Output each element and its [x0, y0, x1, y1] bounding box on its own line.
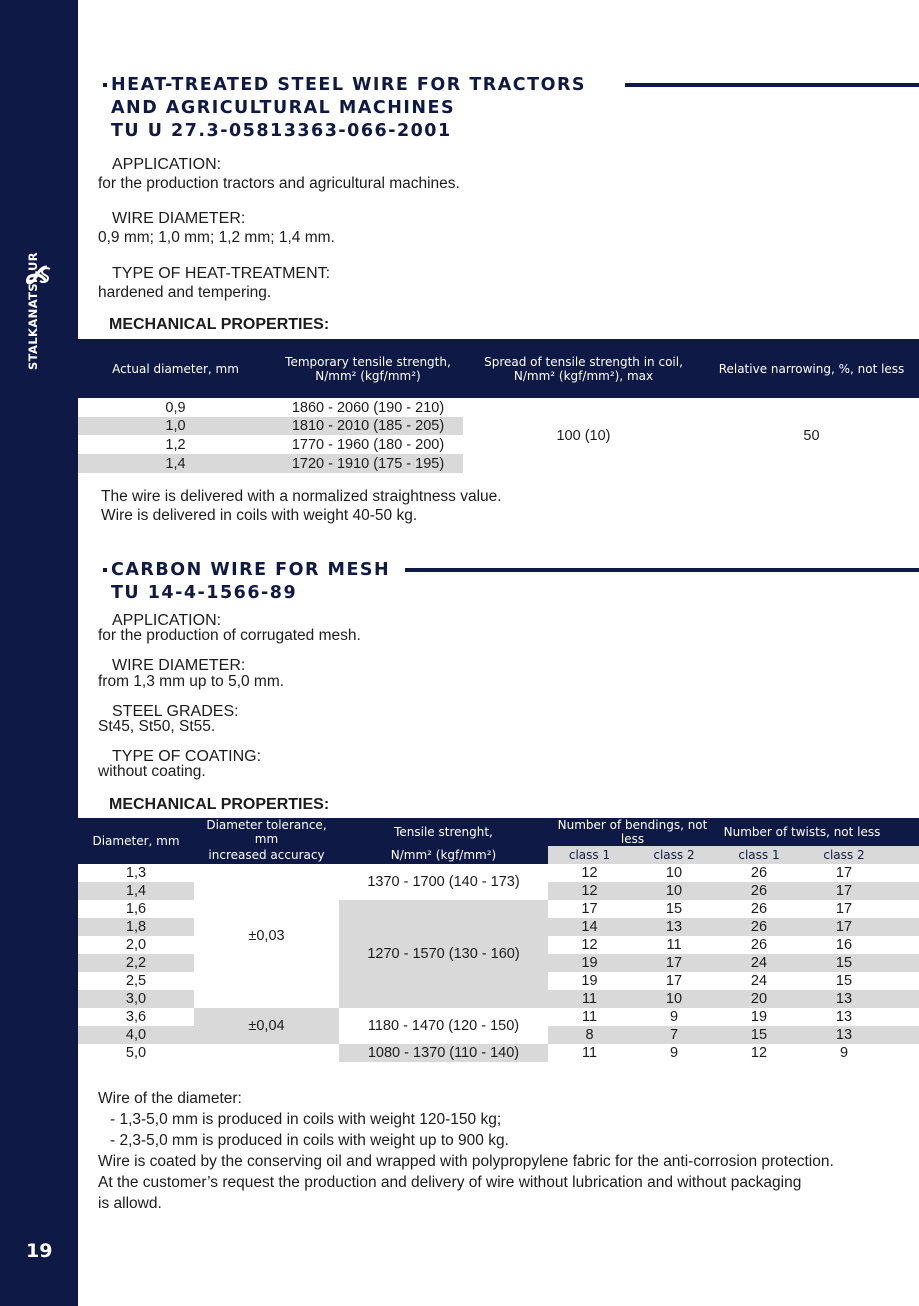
coating-text: without coating. — [98, 763, 206, 780]
cell-bend2: 15 — [665, 901, 683, 917]
cell-strength: 1720 - 1910 (175 - 195) — [273, 454, 463, 473]
row-filler — [887, 1026, 919, 1044]
cell-tensile: 1270 - 1570 (130 - 160) — [339, 900, 548, 1008]
cell-diameter: 0,9 — [165, 399, 186, 416]
table-row — [78, 398, 919, 417]
col-tensile-strength: Temporary tensile strength, N/mm² (kgf/mm²) — [273, 339, 463, 398]
note-straightness: The wire is delivered with a normalized straightness value. — [101, 488, 502, 505]
note-line: is allowd. — [98, 1195, 162, 1212]
cell-tolerance: ±0,04 — [194, 1008, 339, 1044]
cell-twist1: 20 — [717, 990, 801, 1008]
coating-label: TYPE OF COATING: — [112, 748, 262, 765]
cell-bend1: 12 — [581, 865, 598, 881]
cell-diameter: 1,8 — [78, 918, 194, 936]
row-filler — [887, 972, 919, 990]
application-text: for the production tractors and agricultural machines. — [98, 175, 460, 192]
cell-diameter: 1,2 — [165, 436, 186, 453]
row-filler — [887, 1044, 919, 1062]
cell-twist1: 15 — [717, 1026, 801, 1044]
cell-bend2: 9 — [669, 1009, 679, 1025]
cell-twist2: 13 — [835, 1009, 853, 1025]
cell-bend2: 17 — [665, 973, 683, 989]
section1-title-line3: TU U 27.3-05813363-066-2001 — [111, 121, 452, 141]
col-spread: Spread of tensile strength in coil, N/mm² (kgf/mm²), max — [463, 339, 704, 398]
cell-bend1: 19 — [548, 954, 631, 972]
cell-bend1: 11 — [548, 990, 631, 1008]
brand-name: STALKANATSILUR — [26, 251, 40, 370]
col-diameter: Diameter, mm — [78, 818, 194, 864]
row-filler — [887, 936, 919, 954]
cell-strength: 1860 - 2060 (190 - 210) — [291, 399, 445, 416]
cell-twist1: 12 — [750, 1045, 768, 1061]
note-coil-weight: Wire is delivered in coils with weight 40-50 kg. — [101, 507, 418, 524]
section1-heading — [103, 74, 919, 144]
heat-treatment-text: hardened and tempering. — [98, 284, 272, 301]
cell-bend1: 11 — [581, 1045, 598, 1061]
cell-twist1: 26 — [750, 937, 768, 953]
cell-bend1: 12 — [581, 937, 598, 953]
row-filler — [887, 954, 919, 972]
cell-twist2: 9 — [839, 1045, 849, 1061]
row-filler — [887, 1008, 919, 1026]
application-label: APPLICATION: — [112, 612, 222, 629]
row-filler — [887, 990, 919, 1008]
cell-bend2: 17 — [631, 954, 717, 972]
cell-diameter: 1,0 — [78, 417, 273, 435]
cell-tensile: 1080 - 1370 (110 - 140) — [339, 1044, 548, 1062]
cell-diameter: 5,0 — [125, 1045, 147, 1061]
col-twists: Number of twists, not less — [717, 818, 887, 846]
heading-rule-left — [103, 83, 107, 87]
col-twists-class1: class 1 — [717, 846, 801, 864]
mechanical-properties-title: MECHANICAL PROPERTIES: — [109, 316, 330, 333]
cell-twist2: 13 — [801, 1026, 887, 1044]
cell-bend2: 11 — [666, 937, 682, 953]
row-filler — [887, 918, 919, 936]
cell-tolerance: ±0,03 — [248, 928, 285, 944]
cell-bend2: 10 — [631, 882, 717, 900]
cell-diameter: 3,0 — [78, 990, 194, 1008]
cell-diameter: 2,2 — [78, 954, 194, 972]
note-line: - 1,3-5,0 mm is produced in coils with weight 120-150 kg; — [110, 1111, 502, 1128]
section1-title-line1: HEAT-TREATED STEEL WIRE FOR TRACTORS — [111, 75, 587, 95]
header-filler — [887, 846, 919, 864]
col-twists-class2: class 2 — [801, 846, 887, 864]
col-narrowing: Relative narrowing, %, not less — [704, 339, 919, 398]
cell-strength: 1810 - 2010 (185 - 205) — [273, 417, 463, 435]
cell-diameter: 2,5 — [125, 973, 147, 989]
col-bendings-class1: class 1 — [548, 846, 631, 864]
cell-twist2: 16 — [835, 937, 853, 953]
header-filler — [887, 818, 919, 846]
cell-twist1: 24 — [717, 954, 801, 972]
table-row — [78, 1008, 919, 1026]
cell-twist1: 24 — [750, 973, 768, 989]
cell-twist1: 19 — [750, 1009, 768, 1025]
steel-grades-label: STEEL GRADES: — [112, 703, 239, 720]
section2-heading — [103, 559, 919, 605]
heat-treated-properties-table — [78, 339, 919, 473]
cell-bend2: 13 — [631, 918, 717, 936]
cell-bend1: 14 — [548, 918, 631, 936]
cell-twist2: 17 — [801, 882, 887, 900]
application-text: for the production of corrugated mesh. — [98, 627, 361, 644]
cell-twist2: 17 — [835, 865, 853, 881]
cell-narrowing: 50 — [803, 427, 820, 444]
row-filler — [887, 864, 919, 882]
page-number: 19 — [26, 1240, 53, 1262]
wire-diameter-label: WIRE DIAMETER: — [112, 657, 246, 674]
carbon-wire-properties-table — [78, 818, 919, 1062]
cell-bend1: 8 — [548, 1026, 631, 1044]
cell-diameter: 1,4 — [78, 454, 273, 473]
wire-diameter-text: 0,9 mm; 1,0 mm; 1,2 mm; 1,4 mm. — [98, 229, 335, 246]
note-line: Wire is coated by the conserving oil and wrapped with polypropylene fabric for the anti-corrosion protection. — [98, 1153, 834, 1170]
table-row — [78, 864, 919, 882]
cell-diameter: 2,0 — [125, 937, 147, 953]
cell-strength: 1770 - 1960 (180 - 200) — [291, 436, 445, 453]
cell-twist1: 26 — [750, 865, 768, 881]
heading-rule-left — [103, 568, 107, 572]
heading-rule-right — [405, 568, 919, 572]
cell-tolerance-empty — [194, 1044, 339, 1062]
cell-diameter: 1,4 — [78, 882, 194, 900]
cell-twist2: 15 — [801, 954, 887, 972]
note-line: At the customer’s request the production and delivery of wire without lubrication and without packaging — [98, 1174, 802, 1191]
note-line: Wire of the diameter: — [98, 1090, 242, 1107]
row-filler — [887, 900, 919, 918]
cell-twist1: 26 — [717, 918, 801, 936]
cell-bend1: 19 — [581, 973, 598, 989]
col-bendings: Number of bendings, not less — [548, 818, 717, 846]
cell-twist1: 26 — [717, 882, 801, 900]
col-tolerance-sub: increased accuracy — [194, 846, 339, 864]
col-bendings-class2: class 2 — [631, 846, 717, 864]
cell-diameter: 1,6 — [125, 901, 147, 917]
cell-spread: 100 (10) — [556, 427, 611, 444]
cell-twist2: 17 — [801, 918, 887, 936]
cell-twist2: 17 — [835, 901, 853, 917]
brand-block — [14, 220, 64, 380]
wire-diameter-label: WIRE DIAMETER: — [112, 210, 246, 227]
col-tensile-unit: N/mm² (kgf/mm²) — [339, 846, 548, 864]
col-tolerance: Diameter tolerance, mm — [194, 818, 339, 846]
cell-tensile: 1370 - 1700 (140 - 173) — [367, 874, 520, 890]
col-actual-diameter: Actual diameter, mm — [78, 339, 273, 398]
row-filler — [887, 882, 919, 900]
cell-bend1: 17 — [581, 901, 598, 917]
note-line: - 2,3-5,0 mm is produced in coils with weight up to 900 kg. — [110, 1132, 509, 1149]
steel-grades-text: St45, St50, St55. — [98, 718, 216, 735]
sidebar — [0, 0, 78, 1306]
section2-title-line2: TU 14-4-1566-89 — [111, 583, 298, 603]
cell-bend1: 12 — [548, 882, 631, 900]
cell-bend2: 9 — [669, 1045, 679, 1061]
cell-bend2: 10 — [631, 990, 717, 1008]
cell-diameter: 3,6 — [125, 1009, 147, 1025]
cell-tensile: 1180 - 1470 (120 - 150) — [367, 1018, 520, 1034]
cell-bend1: 11 — [581, 1009, 598, 1025]
cell-twist2: 15 — [835, 973, 853, 989]
cell-twist2: 13 — [801, 990, 887, 1008]
table-row — [78, 1044, 919, 1062]
heading-rule-right — [625, 83, 919, 87]
cell-bend2: 7 — [631, 1026, 717, 1044]
section2-title-line1: CARBON WIRE FOR MESH — [111, 560, 391, 580]
cell-twist1: 26 — [750, 901, 768, 917]
mechanical-properties-title: MECHANICAL PROPERTIES: — [109, 796, 330, 813]
wire-diameter-text: from 1,3 mm up to 5,0 mm. — [98, 673, 285, 690]
application-label: APPLICATION: — [112, 156, 222, 173]
section1-title-line2: AND AGRICULTURAL MACHINES — [111, 98, 456, 118]
cell-diameter: 4,0 — [78, 1026, 194, 1044]
col-tensile: Tensile strenght, — [339, 818, 548, 846]
cell-diameter: 1,3 — [125, 865, 147, 881]
heat-treatment-label: TYPE OF HEAT-TREATMENT: — [112, 265, 331, 282]
cell-bend2: 10 — [665, 865, 683, 881]
